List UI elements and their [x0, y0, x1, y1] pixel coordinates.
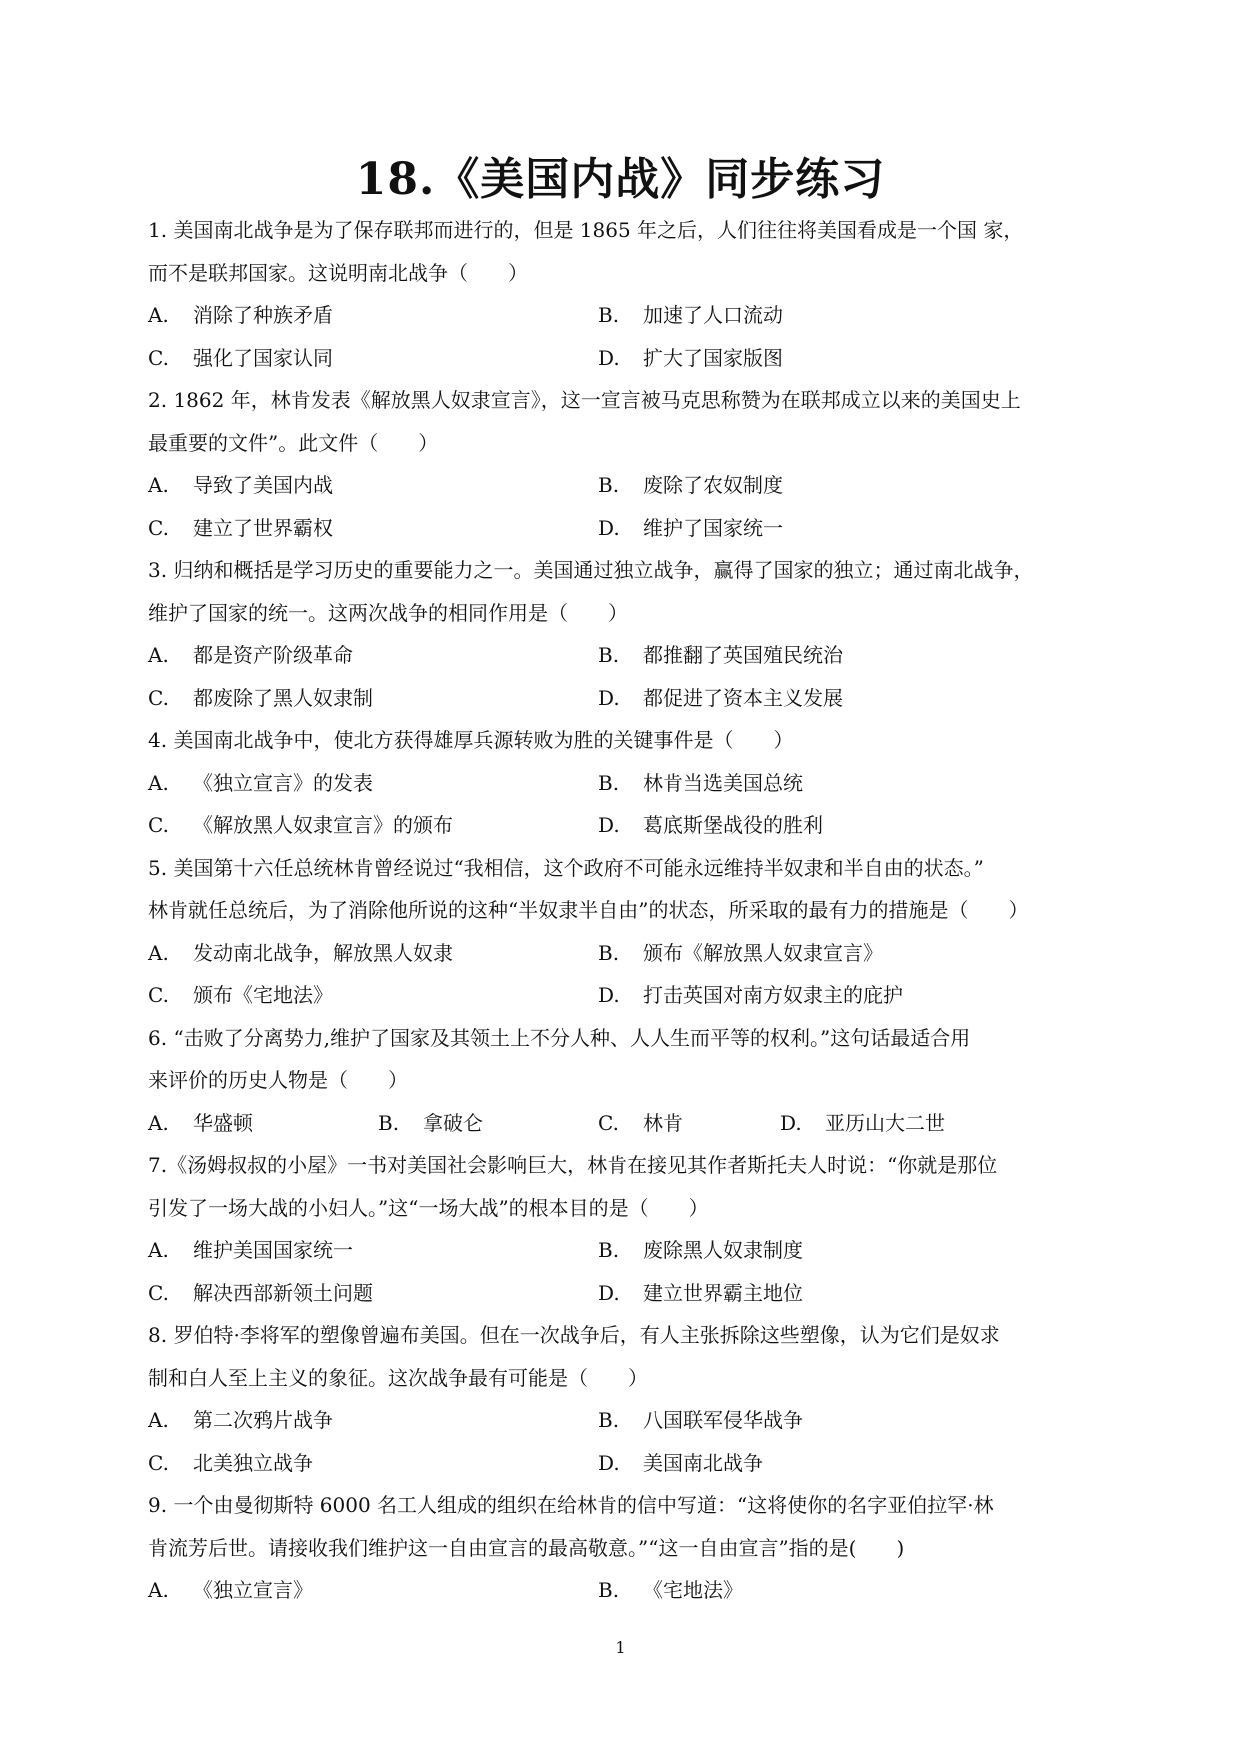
- option-letter: D.: [598, 685, 620, 710]
- question-3-line: 维护了国家的统一。这两次战争的相同作用是（ ）: [148, 600, 628, 625]
- question-3-line: 3. 归纳和概括是学习历史的重要能力之一。美国通过独立战争，赢得了国家的独立；通过南北战争，: [148, 558, 1034, 582]
- option-text: 《解放黑人奴隶宣言》的颁布: [193, 813, 453, 837]
- page-number: 1: [615, 1638, 626, 1657]
- option-letter: B.: [598, 1408, 620, 1432]
- document-title: 18.《美国内战》同步练习: [355, 154, 886, 205]
- option-letter: C.: [148, 1280, 169, 1305]
- question-7-option-d: [598, 1279, 803, 1307]
- question-9-line: 肯流芳后世。请接收我们维护这一自由宣言的最高敬意。”“这一自由宣言”指的是( ): [148, 1535, 905, 1560]
- question-1-line: 1. 美国南北战争是为了保存联邦而进行的，但是 1865 年之后，人们往往将美国看成是一个国 家，: [148, 218, 1024, 242]
- question-7-option-c: [148, 1279, 373, 1307]
- option-text: 发动南北战争，解放黑人奴隶: [193, 940, 453, 965]
- option-text: 废除黑人奴隶制度: [643, 1238, 803, 1262]
- option-text: 颁布《宅地法》: [193, 983, 333, 1007]
- option-letter: A.: [148, 770, 169, 795]
- question-2-option-a: [148, 471, 333, 499]
- option-text: 建立了世界霸权: [193, 515, 333, 540]
- question-4-option-d: [598, 811, 823, 839]
- question-7-option-b: [598, 1236, 803, 1264]
- question-6-option-b: [378, 1109, 483, 1137]
- question-3-option-a: [148, 641, 353, 669]
- option-letter: A.: [148, 473, 169, 497]
- option-text: 加速了人口流动: [643, 303, 783, 327]
- question-5-line: 5. 美国第十六任总统林肯曾经说过“我相信，这个政府不可能永远维持半奴隶和半自由的状态。”: [148, 855, 984, 880]
- option-letter: A.: [148, 1578, 169, 1602]
- option-text: 美国南北战争: [643, 1450, 763, 1475]
- option-text: 导致了美国内战: [193, 473, 333, 497]
- option-letter: C.: [148, 345, 169, 370]
- question-8-option-b: [598, 1406, 803, 1434]
- option-letter: C.: [148, 515, 169, 540]
- question-2-option-c: [148, 514, 333, 542]
- option-text: 葛底斯堡战役的胜利: [643, 813, 823, 837]
- option-letter: B.: [378, 1110, 400, 1135]
- question-3-option-c: [148, 684, 373, 712]
- option-letter: B.: [598, 473, 620, 497]
- question-2-line: 2. 1862 年，林肯发表《解放黑人奴隶宣言》，这一宣言被马克思称赞为在联邦成立以来的美国史上: [148, 388, 1021, 412]
- question-1-option-c: [148, 344, 333, 372]
- option-text: 强化了国家认同: [193, 345, 333, 370]
- question-4-option-b: [598, 769, 803, 797]
- option-letter: B.: [598, 1578, 620, 1602]
- question-4-option-c: [148, 811, 453, 839]
- question-4-line: 4. 美国南北战争中，使北方获得雄厚兵源转败为胜的关键事件是（ ）: [148, 728, 794, 752]
- option-text: 打击英国对南方奴隶主的庇护: [643, 983, 903, 1007]
- question-2-option-b: [598, 471, 783, 499]
- option-text: 华盛顿: [193, 1110, 253, 1135]
- option-letter: D.: [598, 1280, 620, 1305]
- option-text: 八国联军侵华战争: [643, 1408, 803, 1432]
- option-text: 拿破仑: [423, 1110, 483, 1135]
- question-7-line: 引发了一场大战的小妇人。”这“一场大战”的根本目的是（ ）: [148, 1195, 709, 1220]
- option-text: 林肯当选美国总统: [643, 770, 803, 795]
- question-5-option-a: [148, 939, 453, 967]
- option-letter: B.: [598, 643, 620, 667]
- option-text: 解决西部新领土问题: [193, 1280, 373, 1305]
- option-text: 建立世界霸主地位: [643, 1280, 803, 1305]
- option-letter: C.: [598, 1110, 619, 1135]
- question-5-line: 林肯就任总统后，为了消除他所说的这种“半奴隶半自由”的状态，所采取的最有力的措施是（ ）: [148, 898, 1029, 922]
- option-text: 维护了国家统一: [643, 515, 783, 540]
- question-3-option-d: [598, 684, 843, 712]
- option-letter: A.: [148, 1110, 169, 1135]
- option-letter: D.: [780, 1110, 802, 1135]
- question-6-option-c: [598, 1109, 683, 1137]
- option-letter: B.: [598, 940, 620, 965]
- option-letter: D.: [598, 1450, 620, 1475]
- question-7-line: 7.《汤姆叔叔的小屋》一书对美国社会影响巨大，林肯在接见其作者斯托夫人时说：“你就是那位: [148, 1153, 998, 1177]
- question-8-line: 8. 罗伯特·李将军的塑像曾遍布美国。但在一次战争后，有人主张拆除这些塑像，认为它们是奴求: [148, 1323, 1000, 1347]
- option-letter: A.: [148, 303, 169, 327]
- question-8-option-d: [598, 1449, 763, 1477]
- option-text: 都是资产阶级革命: [193, 643, 353, 667]
- question-6-option-d: [780, 1109, 945, 1137]
- question-5-option-c: [148, 981, 333, 1009]
- option-letter: D.: [598, 515, 620, 540]
- option-text: 《独立宣言》: [193, 1578, 313, 1602]
- question-6-option-a: [148, 1109, 253, 1137]
- option-letter: C.: [148, 685, 169, 710]
- option-letter: D.: [598, 983, 620, 1007]
- option-text: 都废除了黑人奴隶制: [193, 685, 373, 710]
- option-letter: B.: [598, 770, 620, 795]
- question-7-option-a: [148, 1236, 353, 1264]
- option-letter: C.: [148, 813, 169, 837]
- option-text: 消除了种族矛盾: [193, 303, 333, 327]
- question-4-option-a: [148, 769, 373, 797]
- option-letter: D.: [598, 813, 620, 837]
- option-text: 《独立宣言》的发表: [193, 770, 373, 795]
- question-8-option-a: [148, 1406, 333, 1434]
- question-1-option-d: [598, 344, 783, 372]
- question-2-line: 最重要的文件”。此文件（ ）: [148, 430, 439, 455]
- option-letter: A.: [148, 1408, 169, 1432]
- option-letter: A.: [148, 1238, 169, 1262]
- option-text: 第二次鸦片战争: [193, 1408, 333, 1432]
- option-letter: A.: [148, 643, 169, 667]
- question-1-option-b: [598, 301, 783, 329]
- question-8-option-c: [148, 1449, 313, 1477]
- option-letter: C.: [148, 983, 169, 1007]
- option-text: 北美独立战争: [193, 1450, 313, 1475]
- question-5-option-b: [598, 939, 883, 967]
- option-text: 颁布《解放黑人奴隶宣言》: [643, 940, 883, 965]
- question-1-line: 而不是联邦国家。这说明南北战争（ ）: [148, 260, 528, 285]
- option-letter: B.: [598, 1238, 620, 1262]
- question-9-option-a: [148, 1576, 313, 1604]
- question-2-option-d: [598, 514, 783, 542]
- question-6-line: 6. “击败了分离势力,维护了国家及其领土上不分人种、人人生而平等的权利。”这句话最适合用: [148, 1025, 971, 1050]
- option-letter: B.: [598, 303, 620, 327]
- question-9-line: 9. 一个由曼彻斯特 6000 名工人组成的组织在给林肯的信中写道：“这将使你的名字亚伯拉罕·林: [148, 1493, 994, 1517]
- option-text: 废除了农奴制度: [643, 473, 783, 497]
- option-text: 扩大了国家版图: [643, 345, 783, 370]
- question-3-option-b: [598, 641, 843, 669]
- question-6-line: 来评价的历史人物是（ ）: [148, 1068, 408, 1092]
- option-text: 林肯: [643, 1110, 683, 1135]
- question-1-option-a: [148, 301, 333, 329]
- question-9-option-b: [598, 1576, 743, 1604]
- option-letter: D.: [598, 345, 620, 370]
- option-text: 都推翻了英国殖民统治: [643, 643, 843, 667]
- question-8-line: 制和白人至上主义的象征。这次战争最有可能是（ ）: [148, 1365, 648, 1390]
- option-text: 《宅地法》: [643, 1578, 743, 1602]
- option-text: 都促进了资本主义发展: [643, 685, 843, 710]
- option-letter: C.: [148, 1450, 169, 1475]
- option-text: 维护美国国家统一: [193, 1238, 353, 1262]
- option-letter: A.: [148, 940, 169, 965]
- option-text: 亚历山大二世: [825, 1110, 945, 1135]
- question-5-option-d: [598, 981, 903, 1009]
